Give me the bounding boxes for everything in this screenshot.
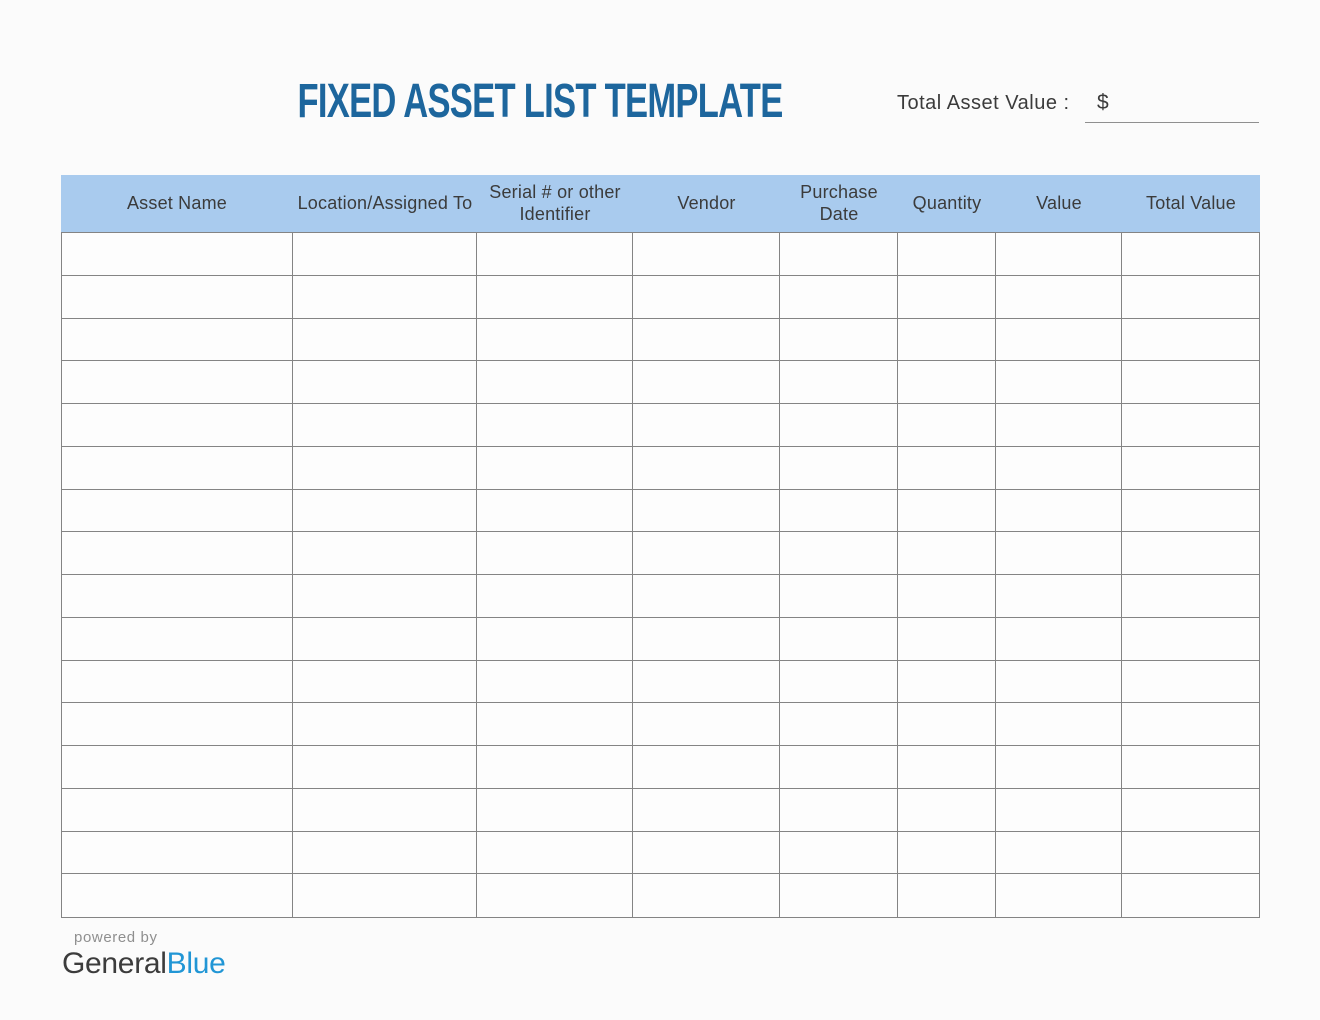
table-cell [477, 874, 633, 917]
table-cell [293, 447, 477, 490]
table-cell [62, 746, 293, 789]
table-cell [1122, 789, 1259, 832]
table-cell [780, 319, 898, 362]
table-cell [477, 575, 633, 618]
page-title-text: FIXED ASSET LIST TEMPLATE [297, 75, 783, 128]
total-asset-value-label: Total Asset Value : [897, 92, 1070, 114]
table-cell [633, 361, 780, 404]
brand-name-general: General [62, 947, 167, 980]
table-cell [477, 618, 633, 661]
column-header-serial: Serial # or other Identifier [489, 182, 621, 224]
table-cell [293, 746, 477, 789]
table-cell [996, 703, 1122, 746]
table-cell [780, 789, 898, 832]
table-cell [1122, 832, 1259, 875]
table-cell [996, 447, 1122, 490]
column-header-total-value: Total Value [1146, 192, 1236, 213]
table-cell [633, 532, 780, 575]
table-cell [780, 703, 898, 746]
table-cell [633, 832, 780, 875]
table-cell [898, 490, 996, 533]
table-cell [780, 874, 898, 917]
table-cell [477, 404, 633, 447]
table-cell [780, 404, 898, 447]
table-cell [898, 319, 996, 362]
table-cell [633, 661, 780, 704]
table-cell [898, 746, 996, 789]
table-cell [898, 404, 996, 447]
table-cell [293, 661, 477, 704]
column-header-purchase-date: Purchase Date [800, 182, 878, 224]
table-cell [633, 319, 780, 362]
table-cell [996, 404, 1122, 447]
table-cell [996, 618, 1122, 661]
table-cell [293, 703, 477, 746]
table-cell [1122, 575, 1259, 618]
table-cell [1122, 276, 1259, 319]
table-cell [62, 618, 293, 661]
table-cell [477, 661, 633, 704]
table-cell [62, 832, 293, 875]
table-cell [293, 789, 477, 832]
table-cell [898, 703, 996, 746]
generalblue-logo [62, 947, 226, 981]
table-cell [898, 276, 996, 319]
table-cell [996, 233, 1122, 276]
table-cell [62, 575, 293, 618]
table-cell [780, 490, 898, 533]
table-cell [293, 319, 477, 362]
table-cell [477, 532, 633, 575]
brand-name-blue: Blue [166, 947, 226, 980]
table-cell [898, 789, 996, 832]
column-header-vendor: Vendor [677, 192, 736, 213]
table-cell [1122, 874, 1259, 917]
table-cell [293, 874, 477, 917]
currency-symbol: $ [1097, 91, 1109, 114]
column-header-asset-name: Asset Name [126, 192, 228, 213]
table-cell [996, 532, 1122, 575]
table-cell [293, 532, 477, 575]
table-cell [477, 233, 633, 276]
table-cell [633, 789, 780, 832]
powered-by-label: powered by [74, 929, 158, 946]
table-cell [62, 703, 293, 746]
asset-table [61, 175, 1260, 918]
table-cell [898, 832, 996, 875]
table-cell [633, 276, 780, 319]
total-asset-value-underline [1085, 122, 1259, 123]
table-cell [1122, 490, 1259, 533]
table-cell [62, 276, 293, 319]
table-cell [293, 361, 477, 404]
table-cell [898, 532, 996, 575]
table-cell [1122, 532, 1259, 575]
column-header-location: Location/Assigned To [297, 192, 473, 213]
table-cell [293, 832, 477, 875]
table-cell [780, 532, 898, 575]
table-cell [477, 746, 633, 789]
table-cell [780, 661, 898, 704]
table-cell [780, 361, 898, 404]
table-cell [780, 575, 898, 618]
table-cell [633, 575, 780, 618]
table-cell [633, 703, 780, 746]
table-cell [633, 404, 780, 447]
table-cell [898, 874, 996, 917]
asset-table-body [61, 232, 1260, 918]
table-cell [996, 746, 1122, 789]
table-cell [1122, 447, 1259, 490]
table-cell [996, 789, 1122, 832]
table-cell [898, 575, 996, 618]
table-cell [293, 404, 477, 447]
table-cell [996, 276, 1122, 319]
table-cell [477, 832, 633, 875]
table-cell [1122, 746, 1259, 789]
table-cell [780, 618, 898, 661]
table-cell [780, 746, 898, 789]
table-cell [633, 447, 780, 490]
column-header-value: Value [1036, 192, 1082, 213]
table-cell [633, 490, 780, 533]
table-cell [1122, 233, 1259, 276]
table-cell [1122, 661, 1259, 704]
table-cell [780, 276, 898, 319]
table-cell [293, 490, 477, 533]
table-cell [293, 233, 477, 276]
table-cell [477, 490, 633, 533]
table-cell [996, 832, 1122, 875]
table-cell [62, 532, 293, 575]
table-cell [780, 233, 898, 276]
table-cell [996, 490, 1122, 533]
table-cell [633, 746, 780, 789]
table-cell [780, 832, 898, 875]
table-cell [1122, 404, 1259, 447]
table-cell [62, 233, 293, 276]
table-cell [62, 789, 293, 832]
table-cell [780, 447, 898, 490]
page-title [270, 76, 810, 128]
table-cell [293, 618, 477, 661]
table-cell [996, 361, 1122, 404]
table-cell [996, 319, 1122, 362]
table-cell [1122, 618, 1259, 661]
table-cell [996, 874, 1122, 917]
table-cell [898, 618, 996, 661]
table-cell [898, 233, 996, 276]
table-cell [62, 447, 293, 490]
table-cell [62, 661, 293, 704]
table-cell [62, 490, 293, 533]
table-cell [1122, 703, 1259, 746]
table-cell [1122, 319, 1259, 362]
table-cell [898, 661, 996, 704]
table-cell [633, 233, 780, 276]
table-cell [62, 874, 293, 917]
table-cell [477, 789, 633, 832]
table-cell [996, 661, 1122, 704]
table-cell [1122, 361, 1259, 404]
table-cell [293, 276, 477, 319]
column-header-quantity: Quantity [912, 192, 982, 213]
table-cell [898, 447, 996, 490]
table-cell [477, 276, 633, 319]
table-cell [62, 404, 293, 447]
table-cell [996, 575, 1122, 618]
table-cell [477, 447, 633, 490]
table-cell [633, 618, 780, 661]
table-cell [62, 361, 293, 404]
table-cell [477, 319, 633, 362]
table-cell [477, 361, 633, 404]
table-cell [633, 874, 780, 917]
table-cell [477, 703, 633, 746]
table-cell [293, 575, 477, 618]
table-cell [62, 319, 293, 362]
asset-table-header-row [61, 175, 1260, 232]
table-cell [898, 361, 996, 404]
